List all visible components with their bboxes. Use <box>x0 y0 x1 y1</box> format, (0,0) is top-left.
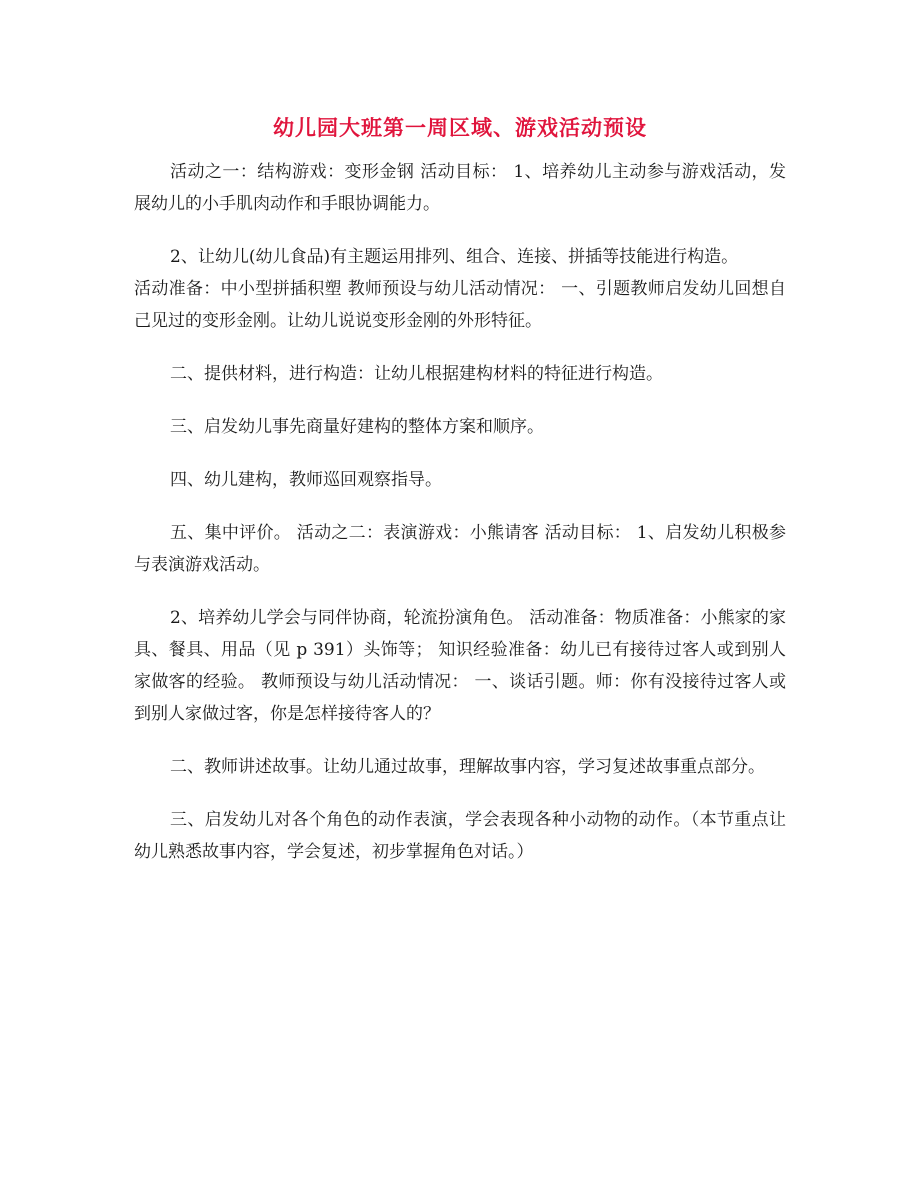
paragraph-activity-two-prep: 2、培养幼儿学会与同伴协商，轮流扮演角色。 活动准备：物质准备：小熊家的家具、餐具、用品（见 p 391）头饰等； 知识经验准备：幼儿已有接待过客人或到别人家做客的经验。 教师预设与幼儿活动情况： 一、谈话引题。师：你有没接待过客人或到别人家做过客，你是怎样接待客人的？ <box>134 608 786 724</box>
paragraph-step-five-activity-two: 五、集中评价。 活动之二：表演游戏：小熊请客 活动目标： 1、启发幼儿积极参与表演游戏活动。 <box>134 523 786 575</box>
paragraph-activity-one-prep: 活动准备：中小型拼插积塑 教师预设与幼儿活动情况： 一、引题教师启发幼儿回想自己见过的变形金刚。让幼儿说说变形金刚的外形特征。 <box>134 279 786 331</box>
paragraph-story-telling: 二、教师讲述故事。让幼儿通过故事，理解故事内容，学习复述故事重点部分。 <box>170 757 765 777</box>
document-title: 幼儿园大班第一周区域、游戏活动预设 <box>273 116 647 140</box>
paragraph-activity-one-goal-two: 2、让幼儿(幼儿食品)有主题运用排列、组合、连接、拼插等技能进行构造。 <box>170 247 739 267</box>
paragraph-role-performance: 三、启发幼儿对各个角色的动作表演，学会表现各种小动物的动作。（本节重点让幼儿熟悉故事内容，学会复述，初步掌握角色对话。） <box>134 810 786 862</box>
document-body <box>134 156 786 868</box>
paragraph-activity-one-goal: 活动之一：结构游戏：变形金钢 活动目标： 1、培养幼儿主动参与游戏活动，发展幼儿的小手肌肉动作和手眼协调能力。 <box>134 162 786 214</box>
paragraph-step-four: 四、幼儿建构，教师巡回观察指导。 <box>170 470 442 490</box>
paragraph-step-two: 二、提供材料，进行构造：让幼儿根据建构材料的特征进行构造。 <box>170 364 663 384</box>
paragraph-step-three: 三、启发幼儿事先商量好建构的整体方案和顺序。 <box>170 417 544 437</box>
